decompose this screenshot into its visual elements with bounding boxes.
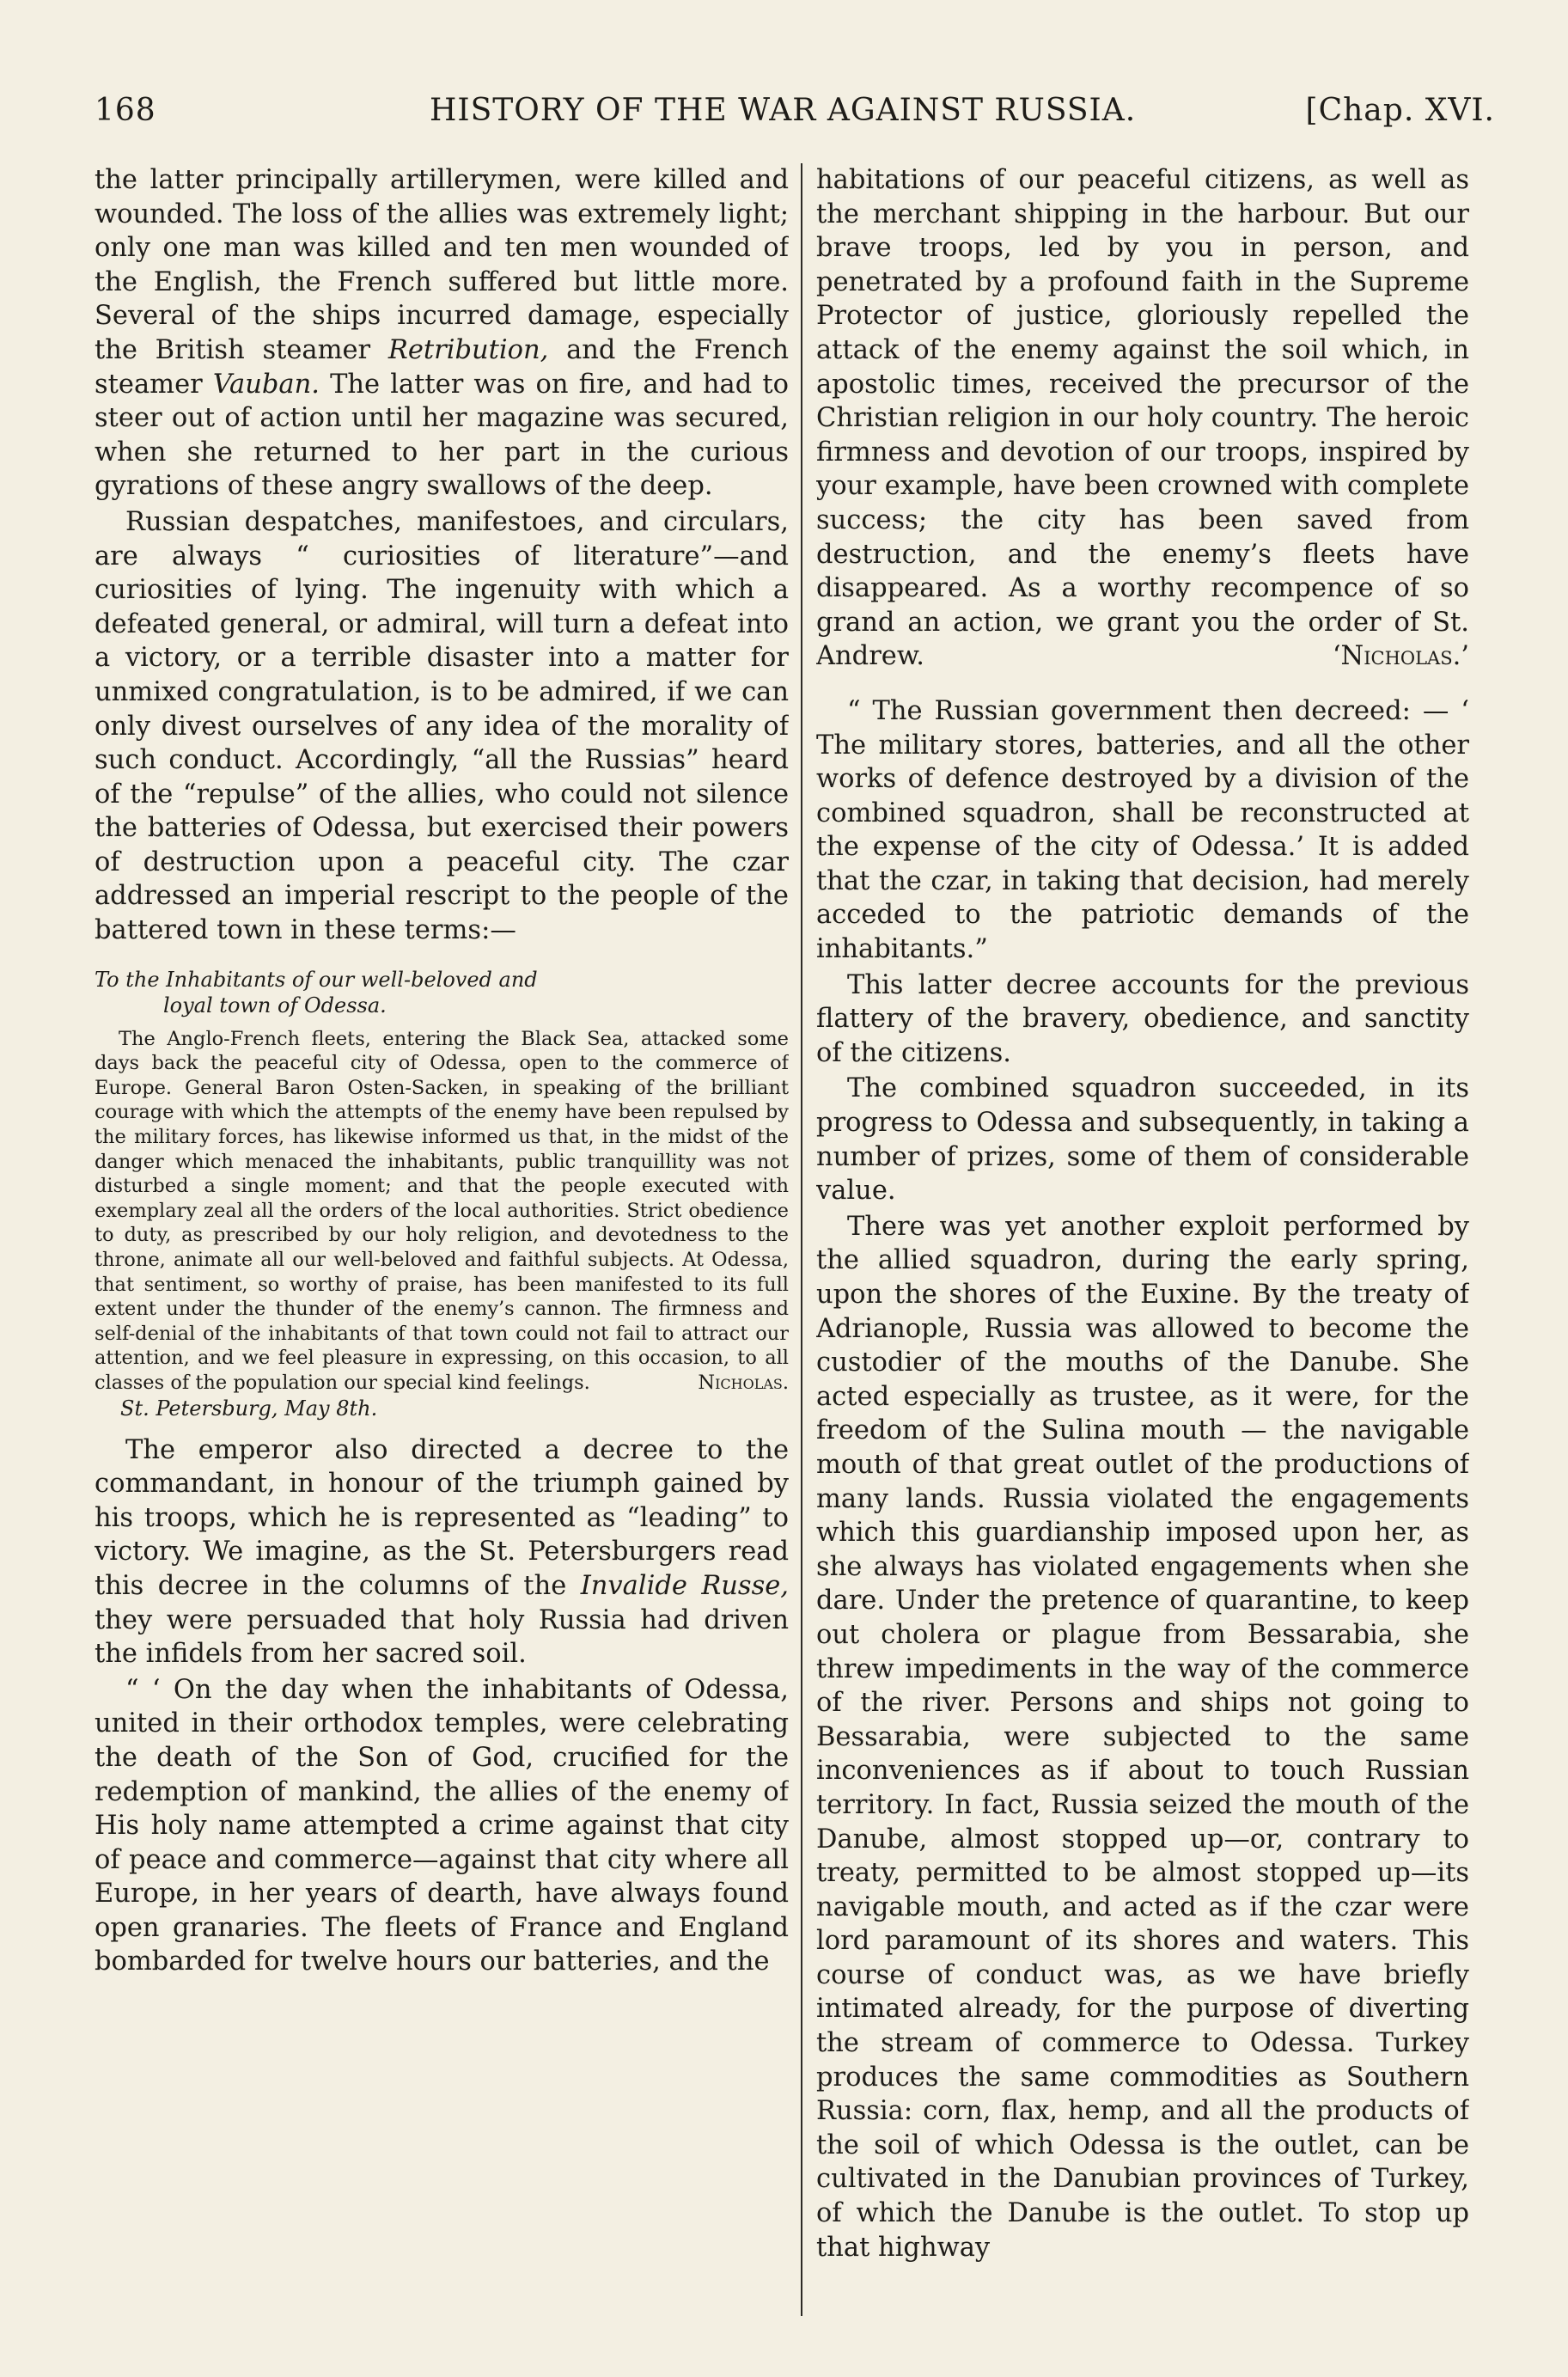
chapter-label: [Chap. XVI. (1305, 93, 1495, 128)
paragraph: “ ‘ On the day when the inhabitants of Odessa, united in their orthodox temples, were celebrating the death of the Son of God, crucified for the redemption of mankind, the allies of the enemy of His holy name attempted a crime against that city of peace and commerce—against that city where all Europe, in her years of dearth, have always found open granaries. The fleets of France and England bombarded for twelve hours our batteries, and the (95, 1674, 789, 1977)
right-column (816, 163, 1469, 2329)
paragraph: Russian despatches, manifestoes, and circulars, are always “ curiosities of literature”—and curiosities of lying. The ingenuity with which a defeated general, or admiral, will turn a defeat into a victory, or a terrible disaster into a matter for unmixed congratulation, is to be admired, if we can only divest ourselves of any idea of the morality of such conduct. Accordingly, “all the Russias” heard of the “repulse” of the allies, who could not silence the batteries of Odessa, but exercised their powers of destruction upon a peaceful city. The czar addressed an imperial rescript to the people of the battered town in these terms:— (95, 506, 789, 946)
left-column (95, 163, 789, 2329)
running-title: HISTORY OF THE WAR AGAINST RUSSIA. (430, 93, 1137, 128)
paragraph: The emperor also directed a decree to the commandant, in honour of the triumph gained by his troops, which he is represented as “leading” to victory. We imagine, as the St. Petersburgers read this decree in the columns of the Invalide Russe, they were persuaded that holy Russia had driven the infidels from her sacred soil. (95, 1434, 789, 1670)
paragraph: This latter decree accounts for the previous flattery of the bravery, obedience, and sanctity of the citizens. (816, 969, 1469, 1068)
column-divider (801, 163, 802, 2316)
paragraph: “ The Russian government then decreed: — ‘ The military stores, batteries, and all the other works of defence destroyed by a division of the combined squadron, shall be reconstructed at the expense of the city of Odessa.’ It is added that the czar, in taking that decision, had merely acceded to the patriotic demands of the inhabitants.” (816, 695, 1469, 965)
paragraph: the latter principally artillerymen, were killed and wounded. The loss of the allies was extremely light; only one man was killed and ten men wounded of the English, the French suffered but little more. Several of the ships incurred damage, especially the British steamer Retribution, and the French steamer Vauban. The latter was on fire, and had to steer out of action until her magazine was secured, when she returned to her part in the curious gyrations of these angry swallows of the deep. (95, 165, 789, 502)
page-number: 168 (95, 93, 156, 128)
rescript-place-date: St. Petersburg, May 8th. (120, 1396, 378, 1421)
running-header (95, 93, 1495, 144)
rescript-signature: Nicholas. (698, 1371, 789, 1394)
ship-name: Retribution, (387, 334, 549, 365)
rescript-heading: To the Inhabitants of our well-beloved and loyal town of Odessa. (95, 967, 538, 1017)
paragraph: The combined squadron succeeded, in its progress to Odessa and subsequently, in taking a number of prizes, some of them of considerable value. (816, 1073, 1469, 1207)
ship-name: Vauban. (212, 369, 320, 400)
journal-title: Invalide Russe, (580, 1570, 789, 1601)
decree-signature: ‘Nicholas.’ (1332, 641, 1469, 672)
rescript-text: The Anglo-French fleets, entering the Black Sea, attacked some days back the peaceful city of Odessa, open to the commerce of Europe. General Baron Osten-Sacken, in speaking of the brilliant courage with which the attempts of the enemy have been repulsed by the military forces, has likewise informed us that, in the midst of the danger which menaced the inhabitants, public tranquillity was not disturbed a single moment; and that the people executed with exemplary zeal all the orders of the local authorities. Strict obedience to duty, as prescribed by our holy religion, and devotedness to the throne, animate all our well-beloved and faithful subjects. At Odessa, that sentiment, so worthy of praise, has been manifested to its full extent under the thunder of the enemy’s cannon. The firmness and self-denial of the inhabitants of that town could not fail to attract our attention, and we feel pleasure in expressing, on this occasion, to all classes of the population our special kind feelings. Nicholas. (95, 1027, 789, 1394)
paragraph: habitations of our peaceful citizens, as well as the merchant shipping in the harbour. But our brave troops, led by you in person, and penetrated by a profound faith in the Supreme Protector of justice, gloriously repelled the attack of the enemy against the soil which, in apostolic times, received the precursor of the Christian religion in our holy country. The heroic firmness and devotion of our troops, inspired by your example, have been crowned with complete success; the city has been saved from destruction, and the enemy’s fleets have disappeared. As a worthy recompence of so grand an action, we grant you the order of St. Andrew. ‘Nicholas.’ (816, 163, 1469, 674)
paragraph: There was yet another exploit performed by the allied squadron, during the early spring, upon the shores of the Euxine. By the treaty of Adrianople, Russia was allowed to become the custodier of the mouths of the Danube. She acted especially as trustee, as it were, for the freedom of the Sulina mouth — the navigable mouth of that great outlet of the productions of many lands. Russia violated the engagements which this guardianship imposed upon her, as she always has violated engagements when she dare. Under the pretence of quarantine, to keep out cholera or plague from Bessarabia, she threw impediments in the way of the commerce of the river. Persons and ships not going to Bessarabia, were subjected to the same inconveniences as if about to touch Russian territory. In fact, Russia seized the mouth of the Danube, almost stopped up—or, contrary to treaty, permitted to be almost stopped up—its navigable mouth, and acted as if the czar were lord paramount of its shores and waters. This course of conduct was, as we have briefly intimated already, for the purpose of diverting the stream of commerce to Odessa. Turkey produces the same commodities as Southern Russia: corn, flax, hemp, and all the products of the soil of which Odessa is the outlet, can be cultivated in the Danubian provinces of Turkey, of which the Danube is the outlet. To stop up that highway (816, 1211, 1469, 2263)
